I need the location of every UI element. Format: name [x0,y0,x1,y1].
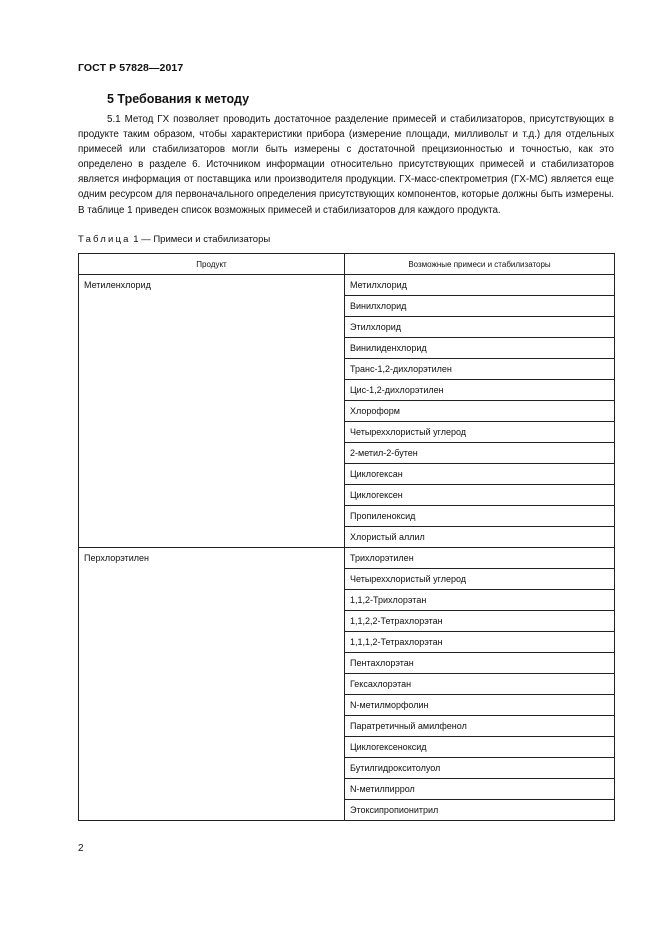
section-paragraph: 5.1 Метод ГХ позволяет проводить достаточное разделение примесей и стабилизаторов, присутствующих в продукте таким образом, чтобы характеристики прибора (измерение площади, милливольт и т.д.) для отдельных примесей или стабилизаторов могли быть измерены с достаточной прецизионностью и точностью, как это определено в разделе 6. Источником информации относительно присутствующих примесей и стабилизаторов является информация от поставщика или производителя продукции. ГХ-масс-спектрометрия (ГХ-МС) является еще одним ресурсом для первоначального определения присутствующих компонентов, которые должны быть измерены. В таблице 1 приведен список возможных примесей и стабилизаторов для каждого продукта. [78,114,614,216]
page-number: 2 [78,843,84,854]
product-cell: Перхлорэтилен [79,548,345,821]
impurity-cell: Цис-1,2-дихлорэтилен [345,380,615,401]
table-caption-text: 1 — Примеси и стабилизаторы [130,234,271,245]
impurity-cell: Циклогексан [345,464,615,485]
impurity-cell: Четыреххлористый углерод [345,422,615,443]
table-body [79,275,615,821]
impurity-cell: 1,1,2-Трихлорэтан [345,590,615,611]
impurity-cell: Транс-1,2-дихлорэтилен [345,359,615,380]
impurity-cell: Паратретичный амилфенол [345,716,615,737]
impurity-cell: 1,1,1,2-Тетрахлорэтан [345,632,615,653]
impurity-cell: Пропиленоксид [345,506,615,527]
impurity-cell: Четыреххлористый углерод [345,569,615,590]
table-caption-label: Таблица [78,234,131,245]
impurity-cell: Бутилгидрокситолуол [345,758,615,779]
impurities-table [78,253,615,821]
product-cell: Метиленхлорид [79,275,345,548]
impurity-cell: 2-метил-2-бутен [345,443,615,464]
impurity-cell: Пентахлорэтан [345,653,615,674]
impurity-cell: Этоксипропионитрил [345,800,615,821]
impurity-cell: Винилхлорид [345,296,615,317]
table-header-row [79,254,615,275]
table-caption [78,234,270,245]
impurity-cell: Метилхлорид [345,275,615,296]
impurity-cell: Хлористый аллил [345,527,615,548]
impurity-cell: Хлороформ [345,401,615,422]
section-title: 5 Требования к методу [107,92,250,106]
table-row [79,275,615,296]
impurity-cell: Этилхлорид [345,317,615,338]
impurity-cell: Циклогексеноксид [345,737,615,758]
document-code: ГОСТ Р 57828—2017 [78,62,184,74]
impurity-cell: Трихлорэтилен [345,548,615,569]
impurity-cell: Циклогексен [345,485,615,506]
impurity-cell: 1,1,2,2-Тетрахлорэтан [345,611,615,632]
header-impurities: Возможные примеси и стабилизаторы [345,254,615,275]
impurity-cell: Гексахлорэтан [345,674,615,695]
table-row [79,548,615,569]
header-product: Продукт [79,254,345,275]
impurity-cell: N-метилморфолин [345,695,615,716]
impurity-cell: Винилиденхлорид [345,338,615,359]
impurity-cell: N-метилпиррол [345,779,615,800]
